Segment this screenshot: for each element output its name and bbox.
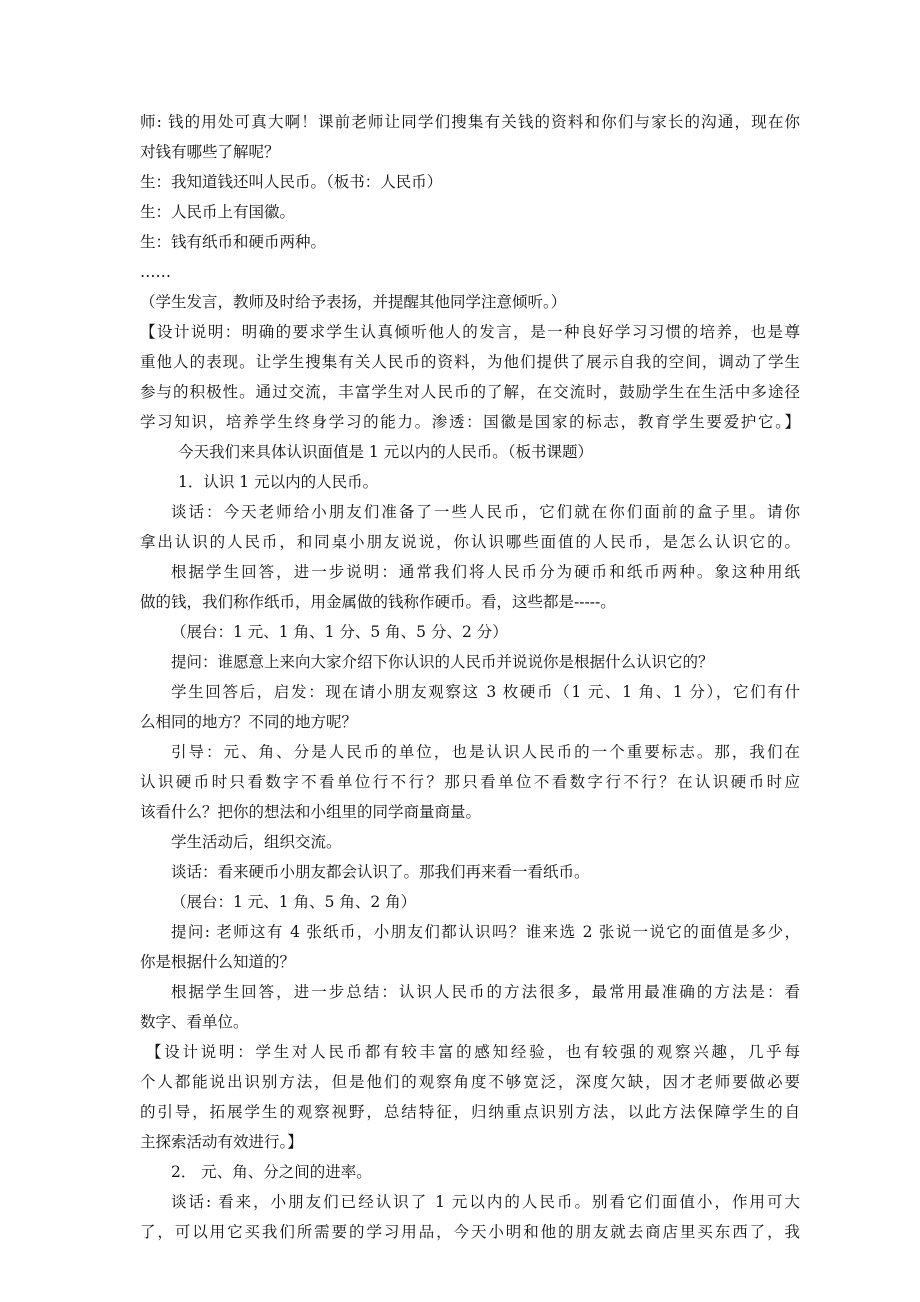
text-line: 个人都能说出识别方法，但是他们的观察角度不够宽泛，深度欠缺，因才老师要做必要 [140, 1073, 800, 1091]
text-line: 的引导，拓展学生的观察视野，总结特征，归纳重点识别方法，以此方法保障学生的自 [140, 1103, 800, 1121]
text-line: 今天我们来具体认识面值是 1 元以内的人民币。（板书课题） [178, 443, 593, 461]
text-line: 你是根据什么知道的？ [140, 953, 296, 971]
document-page [140, 107, 800, 1247]
text-line: 1．认识 1 元以内的人民币。 [178, 473, 379, 491]
text-line: 提问：谁愿意上来向大家介绍下你认识的人民币并说说你是根据什么认识它的？ [171, 653, 714, 671]
text-line: 谈话: 看来，小朋友们已经认识了 1 元以内的人民币。别看它们面值小，作用可大 [171, 1193, 800, 1211]
text-line: 参与的积极性。通过交流，丰富学生对人民币的了解，在交流时，鼓励学生在生活中多途径 [140, 383, 800, 401]
text-line: 认识硬币时只看数字不看单位行不行？那只看单位不看数字行不行？在认识硬币时应 [140, 773, 800, 791]
text-line: 引导：元、角、分是人民币的单位，也是认识人民币的一个重要标志。那，我们在 [171, 743, 800, 761]
text-line: 谈话：今天老师给小朋友们准备了一些人民币，它们就在你们面前的盒子里。请你 [171, 503, 800, 521]
text-line: 生：我知道钱还叫人民币。（板书：人民币） [140, 173, 443, 191]
text-line: （展台：1 元、1 角、5 角、2 角） [171, 893, 417, 911]
text-line: 么相同的地方？不同的地方呢？ [140, 713, 358, 731]
text-line: 拿出认识的人民币，和同桌小朋友说说，你认识哪些面值的人民币，是怎么认识它的。 [140, 533, 800, 551]
text-line: 根据学生回答，进一步总结：认识人民币的方法很多，最常用最准确的方法是：看 [171, 983, 800, 1001]
text-line: 【设计说明：学生对人民币都有较丰富的感知经验，也有较强的观察兴趣，几乎每 [146, 1043, 800, 1061]
text-line: 对钱有哪些了解呢？ [140, 143, 280, 161]
text-line: 学习知识，培养学生终身学习的能力。渗透：国徽是国家的标志，教育学生要爱护它。】 [140, 413, 800, 431]
text-line: 生：人民币上有国徽。 [140, 203, 296, 221]
text-line: 师: 钱的用处可真大啊！课前老师让同学们搜集有关钱的资料和你们与家长的沟通，现在你 [140, 113, 800, 131]
text-line: 谈话：看来硬币小朋友都会认识了。那我们再来看一看纸币。 [171, 863, 590, 881]
text-line: 做的钱，我们称作纸币，用金属做的钱称作硬币。看，这些都是-----。 [140, 593, 616, 611]
text-line: 2． 元、角、分之间的进率。 [171, 1163, 372, 1181]
text-line: 【设计说明：明确的要求学生认真倾听他人的发言，是一种良好学习习惯的培养，也是尊 [140, 323, 800, 341]
text-line: 了，可以用它买我们所需要的学习用品，今天小明和他的朋友就去商店里买东西了，我 [140, 1223, 800, 1241]
text-line: 学生活动后，组织交流。 [171, 833, 342, 851]
text-line: 根据学生回答，进一步说明：通常我们将人民币分为硬币和纸币两种。象这种用纸 [171, 563, 800, 581]
text-line: （学生发言，教师及时给予表扬，并提醒其他同学注意倾听。） [140, 293, 567, 311]
text-line: 生：钱有纸币和硬币两种。 [140, 233, 327, 251]
text-line: 该看什么？把你的想法和小组里的同学商量商量。 [140, 803, 482, 821]
text-line: 学生回答后，启发：现在请小朋友观察这 3 枚硬币（1 元、1 角、1 分），它们有什 [171, 683, 800, 701]
text-line: 重他人的表现。让学生搜集有关人民币的资料，为他们提供了展示自我的空间，调动了学生 [140, 353, 800, 371]
text-line: 数字、看单位。 [140, 1013, 249, 1031]
text-line: 主探索活动有效进行。】 [140, 1133, 303, 1151]
text-line: …… [140, 263, 171, 281]
text-line: 提问: 老师这有 4 张纸币，小朋友们都认识吗？谁来选 2 张说一说它的面值是多少， [171, 923, 800, 941]
text-line: （展台：1 元、1 角、1 分、5 角、5 分、2 分） [171, 623, 508, 641]
